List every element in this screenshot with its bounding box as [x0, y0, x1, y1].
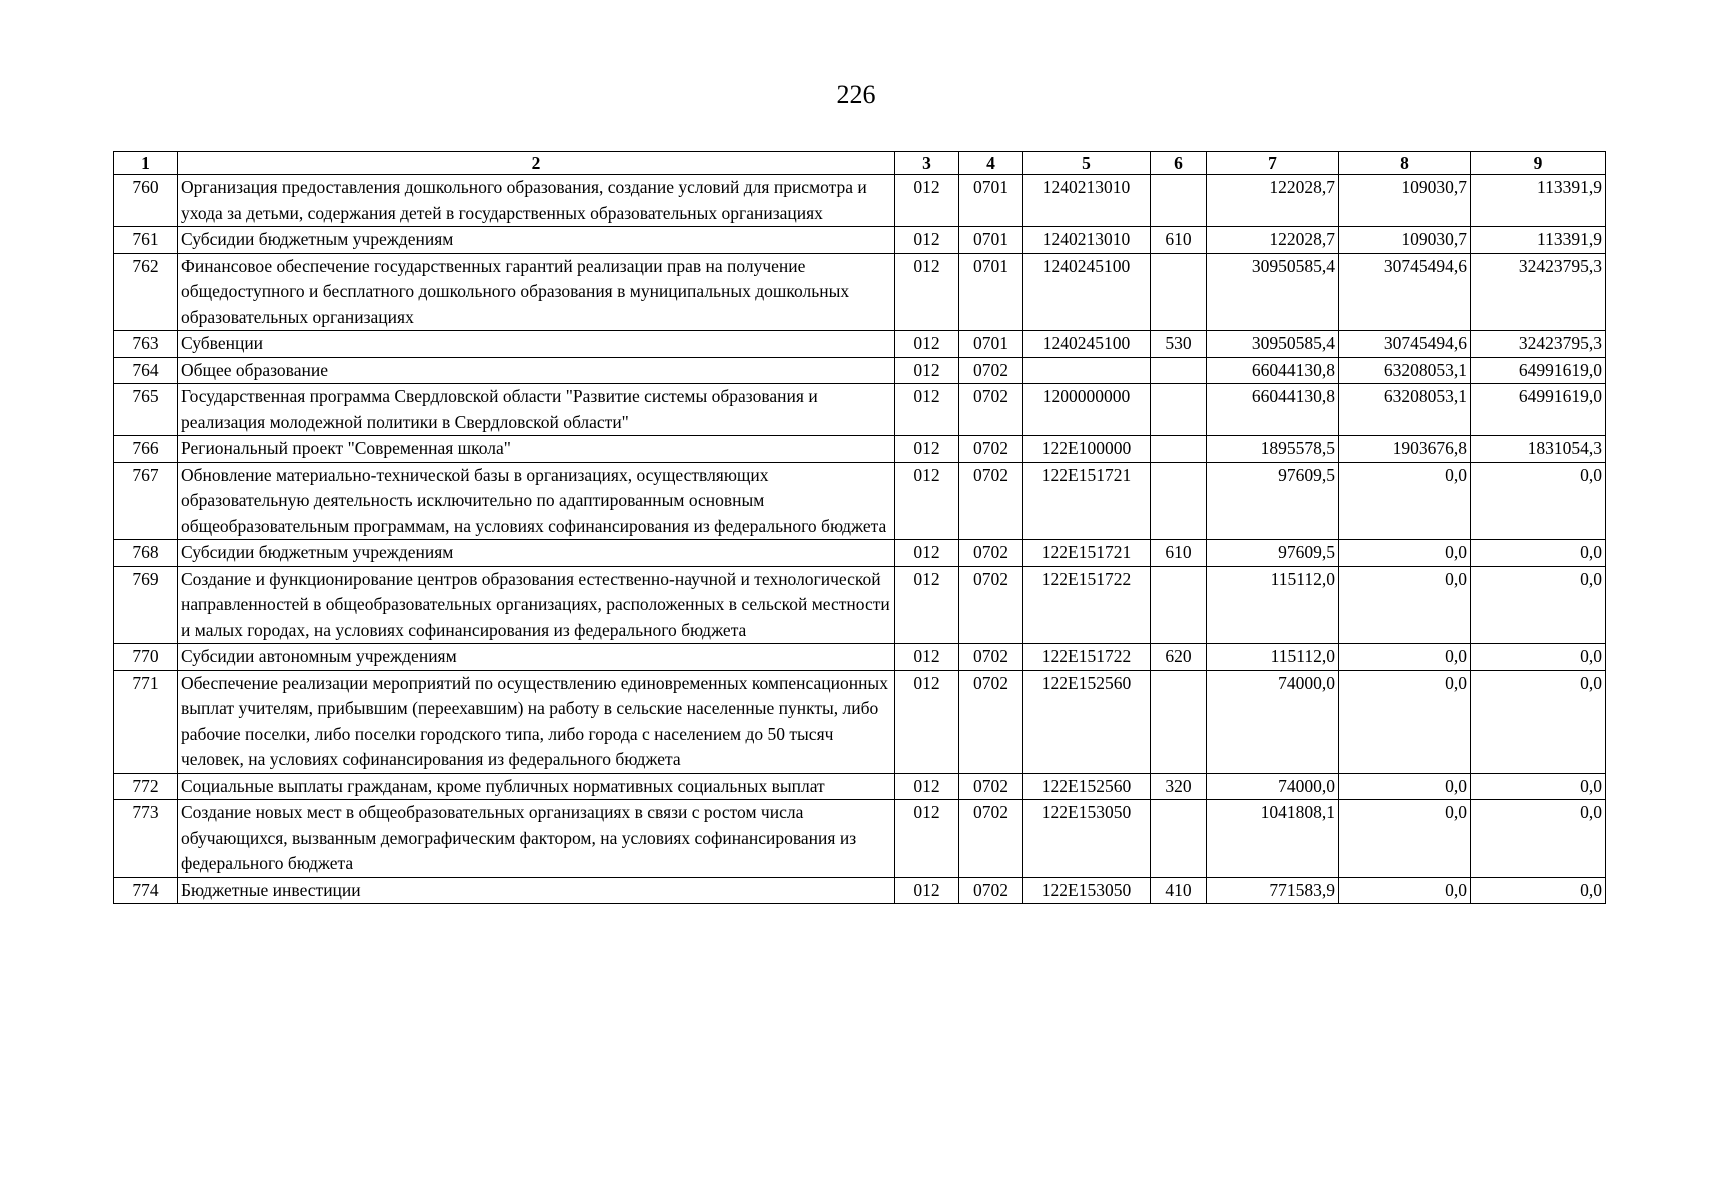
ministry-code: 012 [895, 540, 959, 567]
expense-type-code [1151, 357, 1207, 384]
row-number: 769 [114, 566, 178, 644]
target-article-code: 122E100000 [1023, 436, 1151, 463]
table-row [114, 384, 1606, 436]
row-number: 766 [114, 436, 178, 463]
amount-col-8: 0,0 [1339, 800, 1471, 878]
target-article-code: 1240245100 [1023, 331, 1151, 358]
amount-col-9: 0,0 [1471, 773, 1606, 800]
section-code: 0702 [959, 540, 1023, 567]
row-name: Обновление материально-технической базы в организациях, осуществляющих образовательную деятельность исключительно по адаптированным основным общеобразовательным программам, на условиях софинансирования из федерального бюджета [178, 462, 895, 540]
ministry-code: 012 [895, 384, 959, 436]
page-number: 226 [836, 80, 876, 109]
amount-col-9: 32423795,3 [1471, 253, 1606, 331]
section-code: 0702 [959, 384, 1023, 436]
amount-col-7: 97609,5 [1207, 540, 1339, 567]
header-cell: 3 [895, 152, 959, 175]
row-number: 774 [114, 877, 178, 904]
section-code: 0702 [959, 462, 1023, 540]
target-article-code: 122E151721 [1023, 462, 1151, 540]
row-number: 760 [114, 175, 178, 227]
table-row [114, 877, 1606, 904]
amount-col-7: 122028,7 [1207, 175, 1339, 227]
table-row [114, 644, 1606, 671]
header-cell: 4 [959, 152, 1023, 175]
expense-type-code [1151, 436, 1207, 463]
table-row [114, 800, 1606, 878]
row-name: Финансовое обеспечение государственных гарантий реализации прав на получение общедоступного и бесплатного дошкольного образования в муниципальных дошкольных образовательных организациях [178, 253, 895, 331]
amount-col-8: 30745494,6 [1339, 253, 1471, 331]
ministry-code: 012 [895, 773, 959, 800]
amount-col-8: 0,0 [1339, 773, 1471, 800]
ministry-code: 012 [895, 462, 959, 540]
table-row [114, 331, 1606, 358]
amount-col-9: 1831054,3 [1471, 436, 1606, 463]
table-row [114, 540, 1606, 567]
amount-col-7: 30950585,4 [1207, 331, 1339, 358]
table-row [114, 357, 1606, 384]
target-article-code: 1240245100 [1023, 253, 1151, 331]
expense-type-code: 320 [1151, 773, 1207, 800]
section-code: 0701 [959, 331, 1023, 358]
header-cell: 5 [1023, 152, 1151, 175]
row-name: Обеспечение реализации мероприятий по осуществлению единовременных компенсационных выплат учителям, прибывшим (переехавшим) на работу в сельские населенные пункты, либо рабочие поселки, либо поселки городского типа, либо города с населением до 50 тысяч человек, на условиях софинансирования из федерального бюджета [178, 670, 895, 773]
amount-col-9: 0,0 [1471, 462, 1606, 540]
row-name: Субвенции [178, 331, 895, 358]
ministry-code: 012 [895, 175, 959, 227]
amount-col-8: 109030,7 [1339, 175, 1471, 227]
row-name: Общее образование [178, 357, 895, 384]
amount-col-8: 63208053,1 [1339, 357, 1471, 384]
target-article-code: 122E152560 [1023, 773, 1151, 800]
expense-type-code [1151, 253, 1207, 331]
table-row [114, 175, 1606, 227]
amount-col-7: 66044130,8 [1207, 384, 1339, 436]
row-name: Организация предоставления дошкольного образования, создание условий для присмотра и ухода за детьми, содержания детей в государственных образовательных организациях [178, 175, 895, 227]
row-number: 763 [114, 331, 178, 358]
section-code: 0702 [959, 800, 1023, 878]
amount-col-9: 0,0 [1471, 670, 1606, 773]
target-article-code: 122E151722 [1023, 566, 1151, 644]
row-number: 761 [114, 227, 178, 254]
amount-col-8: 0,0 [1339, 877, 1471, 904]
section-code: 0702 [959, 436, 1023, 463]
table-row [114, 566, 1606, 644]
row-name: Региональный проект "Современная школа" [178, 436, 895, 463]
amount-col-8: 0,0 [1339, 644, 1471, 671]
target-article-code: 122E151722 [1023, 644, 1151, 671]
ministry-code: 012 [895, 331, 959, 358]
row-name: Бюджетные инвестиции [178, 877, 895, 904]
amount-col-9: 32423795,3 [1471, 331, 1606, 358]
amount-col-9: 113391,9 [1471, 227, 1606, 254]
table-row [114, 773, 1606, 800]
table-body [114, 175, 1606, 904]
ministry-code: 012 [895, 253, 959, 331]
row-number: 770 [114, 644, 178, 671]
table-row [114, 670, 1606, 773]
ministry-code: 012 [895, 357, 959, 384]
ministry-code: 012 [895, 566, 959, 644]
budget-table [113, 151, 1606, 904]
ministry-code: 012 [895, 436, 959, 463]
section-code: 0702 [959, 773, 1023, 800]
section-code: 0702 [959, 670, 1023, 773]
expense-type-code: 610 [1151, 227, 1207, 254]
header-cell: 6 [1151, 152, 1207, 175]
section-code: 0702 [959, 644, 1023, 671]
amount-col-7: 30950585,4 [1207, 253, 1339, 331]
section-code: 0701 [959, 227, 1023, 254]
amount-col-7: 74000,0 [1207, 670, 1339, 773]
ministry-code: 012 [895, 227, 959, 254]
amount-col-8: 30745494,6 [1339, 331, 1471, 358]
expense-type-code: 410 [1151, 877, 1207, 904]
expense-type-code [1151, 800, 1207, 878]
row-number: 764 [114, 357, 178, 384]
row-name: Субсидии бюджетным учреждениям [178, 540, 895, 567]
section-code: 0701 [959, 253, 1023, 331]
row-number: 765 [114, 384, 178, 436]
target-article-code: 122E152560 [1023, 670, 1151, 773]
target-article-code: 122E153050 [1023, 800, 1151, 878]
header-cell: 9 [1471, 152, 1606, 175]
header-row [114, 152, 1606, 175]
amount-col-7: 771583,9 [1207, 877, 1339, 904]
table-row [114, 253, 1606, 331]
expense-type-code: 620 [1151, 644, 1207, 671]
amount-col-7: 1041808,1 [1207, 800, 1339, 878]
amount-col-8: 0,0 [1339, 670, 1471, 773]
section-code: 0701 [959, 175, 1023, 227]
expense-type-code [1151, 175, 1207, 227]
target-article-code: 1240213010 [1023, 175, 1151, 227]
table-row [114, 462, 1606, 540]
table-row [114, 227, 1606, 254]
amount-col-9: 64991619,0 [1471, 384, 1606, 436]
row-number: 767 [114, 462, 178, 540]
amount-col-7: 1895578,5 [1207, 436, 1339, 463]
table-row [114, 436, 1606, 463]
amount-col-7: 66044130,8 [1207, 357, 1339, 384]
expense-type-code [1151, 384, 1207, 436]
row-name: Создание и функционирование центров образования естественно-научной и технологической направленностей в общеобразовательных организациях, расположенных в сельской местности и малых городах, на условиях софинансирования из федерального бюджета [178, 566, 895, 644]
header-cell: 2 [178, 152, 895, 175]
target-article-code: 1200000000 [1023, 384, 1151, 436]
amount-col-9: 0,0 [1471, 540, 1606, 567]
row-number: 771 [114, 670, 178, 773]
target-article-code: 1240213010 [1023, 227, 1151, 254]
amount-col-9: 0,0 [1471, 877, 1606, 904]
row-name: Создание новых мест в общеобразовательных организациях в связи с ростом числа обучающихся, вызванным демографическим фактором, на условиях софинансирования из федерального бюджета [178, 800, 895, 878]
row-number: 762 [114, 253, 178, 331]
amount-col-9: 0,0 [1471, 566, 1606, 644]
header-cell: 7 [1207, 152, 1339, 175]
target-article-code: 122E153050 [1023, 877, 1151, 904]
amount-col-9: 113391,9 [1471, 175, 1606, 227]
ministry-code: 012 [895, 800, 959, 878]
amount-col-8: 1903676,8 [1339, 436, 1471, 463]
section-code: 0702 [959, 877, 1023, 904]
expense-type-code [1151, 462, 1207, 540]
row-name: Субсидии автономным учреждениям [178, 644, 895, 671]
amount-col-7: 115112,0 [1207, 644, 1339, 671]
header-cell: 1 [114, 152, 178, 175]
amount-col-7: 122028,7 [1207, 227, 1339, 254]
amount-col-9: 0,0 [1471, 800, 1606, 878]
amount-col-8: 0,0 [1339, 540, 1471, 567]
expense-type-code: 530 [1151, 331, 1207, 358]
header-cell: 8 [1339, 152, 1471, 175]
row-number: 772 [114, 773, 178, 800]
amount-col-7: 74000,0 [1207, 773, 1339, 800]
ministry-code: 012 [895, 644, 959, 671]
expense-type-code [1151, 566, 1207, 644]
expense-type-code [1151, 670, 1207, 773]
row-name: Социальные выплаты гражданам, кроме публичных нормативных социальных выплат [178, 773, 895, 800]
ministry-code: 012 [895, 877, 959, 904]
amount-col-8: 63208053,1 [1339, 384, 1471, 436]
amount-col-7: 97609,5 [1207, 462, 1339, 540]
amount-col-8: 0,0 [1339, 462, 1471, 540]
row-number: 768 [114, 540, 178, 567]
row-number: 773 [114, 800, 178, 878]
amount-col-7: 115112,0 [1207, 566, 1339, 644]
amount-col-8: 109030,7 [1339, 227, 1471, 254]
amount-col-8: 0,0 [1339, 566, 1471, 644]
amount-col-9: 64991619,0 [1471, 357, 1606, 384]
section-code: 0702 [959, 566, 1023, 644]
target-article-code: 122E151721 [1023, 540, 1151, 567]
section-code: 0702 [959, 357, 1023, 384]
row-name: Субсидии бюджетным учреждениям [178, 227, 895, 254]
expense-type-code: 610 [1151, 540, 1207, 567]
ministry-code: 012 [895, 670, 959, 773]
row-name: Государственная программа Свердловской области "Развитие системы образования и реализация молодежной политики в Свердловской области" [178, 384, 895, 436]
amount-col-9: 0,0 [1471, 644, 1606, 671]
target-article-code [1023, 357, 1151, 384]
